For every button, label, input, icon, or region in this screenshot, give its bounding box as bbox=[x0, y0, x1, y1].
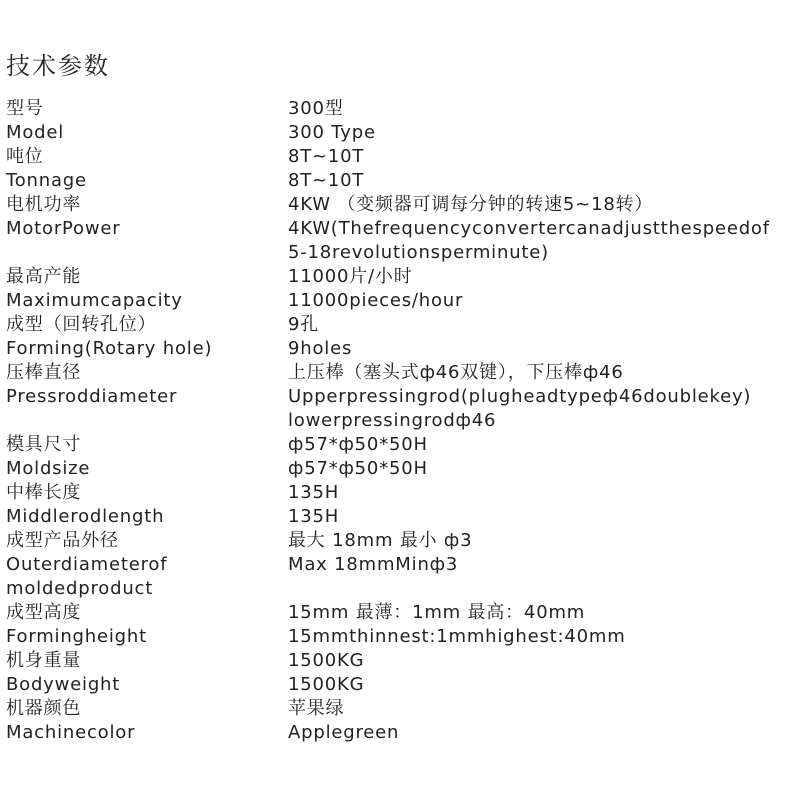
spec-label-line: 成型产品外径 bbox=[6, 530, 119, 551]
spec-row bbox=[6, 673, 796, 697]
spec-value-line: 135H bbox=[288, 482, 340, 503]
spec-value-line: lowerpressingrodф46 bbox=[288, 410, 497, 431]
spec-value bbox=[288, 601, 796, 625]
spec-value bbox=[288, 361, 796, 385]
spec-value-line: Upperpressingrod(plugheadtypeф46doublekey) bbox=[288, 386, 752, 407]
spec-value-line: Max 18mmMinф3 bbox=[288, 554, 459, 575]
spec-row bbox=[6, 145, 796, 169]
spec-label bbox=[6, 97, 288, 121]
spec-label-line: 中棒长度 bbox=[6, 482, 82, 503]
spec-row bbox=[6, 529, 796, 553]
spec-row bbox=[6, 289, 796, 313]
spec-row bbox=[6, 337, 796, 361]
spec-label-line: Model bbox=[6, 122, 65, 143]
spec-value bbox=[288, 337, 796, 361]
spec-label-line: 型号 bbox=[6, 98, 44, 119]
spec-value-line: 9holes bbox=[288, 338, 353, 359]
spec-label bbox=[6, 457, 288, 481]
spec-label bbox=[6, 625, 288, 649]
spec-value bbox=[288, 649, 796, 673]
spec-label-line: Pressroddiameter bbox=[6, 386, 178, 407]
spec-value bbox=[288, 169, 796, 193]
spec-label bbox=[6, 673, 288, 697]
spec-value bbox=[288, 457, 796, 481]
spec-label-line: Moldsize bbox=[6, 458, 91, 479]
spec-value-line: ф57*ф50*50H bbox=[288, 434, 428, 455]
spec-label-line: Formingheight bbox=[6, 626, 147, 647]
spec-label bbox=[6, 337, 288, 361]
spec-value bbox=[288, 265, 796, 289]
spec-label-line: 机身重量 bbox=[6, 650, 82, 671]
spec-value-line: 11000pieces/hour bbox=[288, 290, 464, 311]
spec-row bbox=[6, 457, 796, 481]
spec-value bbox=[288, 625, 796, 649]
spec-value-line: 最大 18mm 最小 ф3 bbox=[288, 530, 473, 551]
spec-row bbox=[6, 625, 796, 649]
spec-row bbox=[6, 481, 796, 505]
spec-label bbox=[6, 601, 288, 625]
spec-row bbox=[6, 433, 796, 457]
spec-value-line: 300型 bbox=[288, 98, 344, 119]
spec-value bbox=[288, 193, 796, 217]
spec-row bbox=[6, 649, 796, 673]
spec-label bbox=[6, 193, 288, 217]
spec-row bbox=[6, 697, 796, 721]
spec-label bbox=[6, 265, 288, 289]
spec-value-line: 11000片/小时 bbox=[288, 266, 413, 287]
spec-label bbox=[6, 433, 288, 457]
spec-label bbox=[6, 481, 288, 505]
spec-row bbox=[6, 265, 796, 289]
spec-value bbox=[288, 433, 796, 457]
spec-value-line: 15mmthinnest:1mmhighest:40mm bbox=[288, 626, 626, 647]
spec-row bbox=[6, 217, 796, 265]
spec-row bbox=[6, 553, 796, 601]
spec-row bbox=[6, 601, 796, 625]
spec-row bbox=[6, 505, 796, 529]
spec-value bbox=[288, 121, 796, 145]
page-title: 技术参数 bbox=[6, 52, 110, 80]
spec-row bbox=[6, 169, 796, 193]
spec-value-line: 9孔 bbox=[288, 314, 320, 335]
spec-label bbox=[6, 529, 288, 553]
spec-value-line: 300 Type bbox=[288, 122, 376, 143]
spec-row bbox=[6, 721, 796, 745]
spec-value-line: 4KW(Thefrequencyconvertercanadjustthespeedof bbox=[288, 218, 770, 239]
spec-row bbox=[6, 385, 796, 433]
spec-value-line: 1500KG bbox=[288, 674, 365, 695]
spec-label-line: Middlerodlength bbox=[6, 506, 165, 527]
spec-value bbox=[288, 505, 796, 529]
spec-value bbox=[288, 385, 796, 433]
spec-label bbox=[6, 721, 288, 745]
spec-label bbox=[6, 169, 288, 193]
spec-label bbox=[6, 145, 288, 169]
spec-label bbox=[6, 385, 288, 433]
spec-label-line: 吨位 bbox=[6, 146, 44, 167]
spec-value bbox=[288, 313, 796, 337]
spec-value bbox=[288, 217, 796, 265]
spec-label-line: 电机功率 bbox=[6, 194, 82, 215]
spec-row bbox=[6, 97, 796, 121]
spec-label bbox=[6, 505, 288, 529]
spec-label-line: 压棒直径 bbox=[6, 362, 82, 383]
spec-value-line: 苹果绿 bbox=[288, 698, 345, 719]
spec-row bbox=[6, 121, 796, 145]
spec-label bbox=[6, 313, 288, 337]
spec-row bbox=[6, 313, 796, 337]
spec-value bbox=[288, 673, 796, 697]
spec-label bbox=[6, 697, 288, 721]
spec-row bbox=[6, 193, 796, 217]
spec-label bbox=[6, 289, 288, 313]
spec-label-line: Outerdiameterof bbox=[6, 554, 168, 575]
spec-value-line: ф57*ф50*50H bbox=[288, 458, 428, 479]
spec-row bbox=[6, 361, 796, 385]
spec-label bbox=[6, 649, 288, 673]
spec-value-line: 8T~10T bbox=[288, 146, 365, 167]
spec-value bbox=[288, 481, 796, 505]
spec-label-line: 最高产能 bbox=[6, 266, 82, 287]
spec-table bbox=[6, 97, 796, 745]
spec-label-line: 成型高度 bbox=[6, 602, 82, 623]
spec-label-line: 成型（回转孔位） bbox=[6, 314, 157, 335]
spec-label-line: MotorPower bbox=[6, 218, 121, 239]
spec-label bbox=[6, 217, 288, 265]
spec-value-line: 5-18revolutionsperminute) bbox=[288, 242, 549, 263]
spec-label-line: moldedproduct bbox=[6, 578, 154, 599]
spec-label-line: Maximumcapacity bbox=[6, 290, 183, 311]
spec-value bbox=[288, 529, 796, 553]
spec-value-line: 1500KG bbox=[288, 650, 365, 671]
spec-value bbox=[288, 553, 796, 601]
spec-value bbox=[288, 145, 796, 169]
spec-label-line: Tonnage bbox=[6, 170, 87, 191]
spec-value-line: 8T~10T bbox=[288, 170, 365, 191]
spec-label-line: 机器颜色 bbox=[6, 698, 82, 719]
spec-value-line: Applegreen bbox=[288, 722, 400, 743]
spec-value bbox=[288, 97, 796, 121]
spec-label-line: 模具尺寸 bbox=[6, 434, 82, 455]
spec-label bbox=[6, 361, 288, 385]
spec-label bbox=[6, 553, 288, 601]
spec-value bbox=[288, 697, 796, 721]
spec-label-line: Bodyweight bbox=[6, 674, 121, 695]
spec-value bbox=[288, 289, 796, 313]
spec-label-line: Machinecolor bbox=[6, 722, 136, 743]
spec-value bbox=[288, 721, 796, 745]
spec-value-line: 135H bbox=[288, 506, 340, 527]
spec-label bbox=[6, 121, 288, 145]
spec-value-line: 15mm 最薄：1mm 最高：40mm bbox=[288, 602, 586, 623]
spec-label-line: Forming(Rotary hole) bbox=[6, 338, 213, 359]
spec-value-line: 4KW （变频器可调每分钟的转速5~18转） bbox=[288, 194, 654, 215]
spec-value-line: 上压棒（塞头式ф46双键），下压棒ф46 bbox=[288, 362, 624, 383]
